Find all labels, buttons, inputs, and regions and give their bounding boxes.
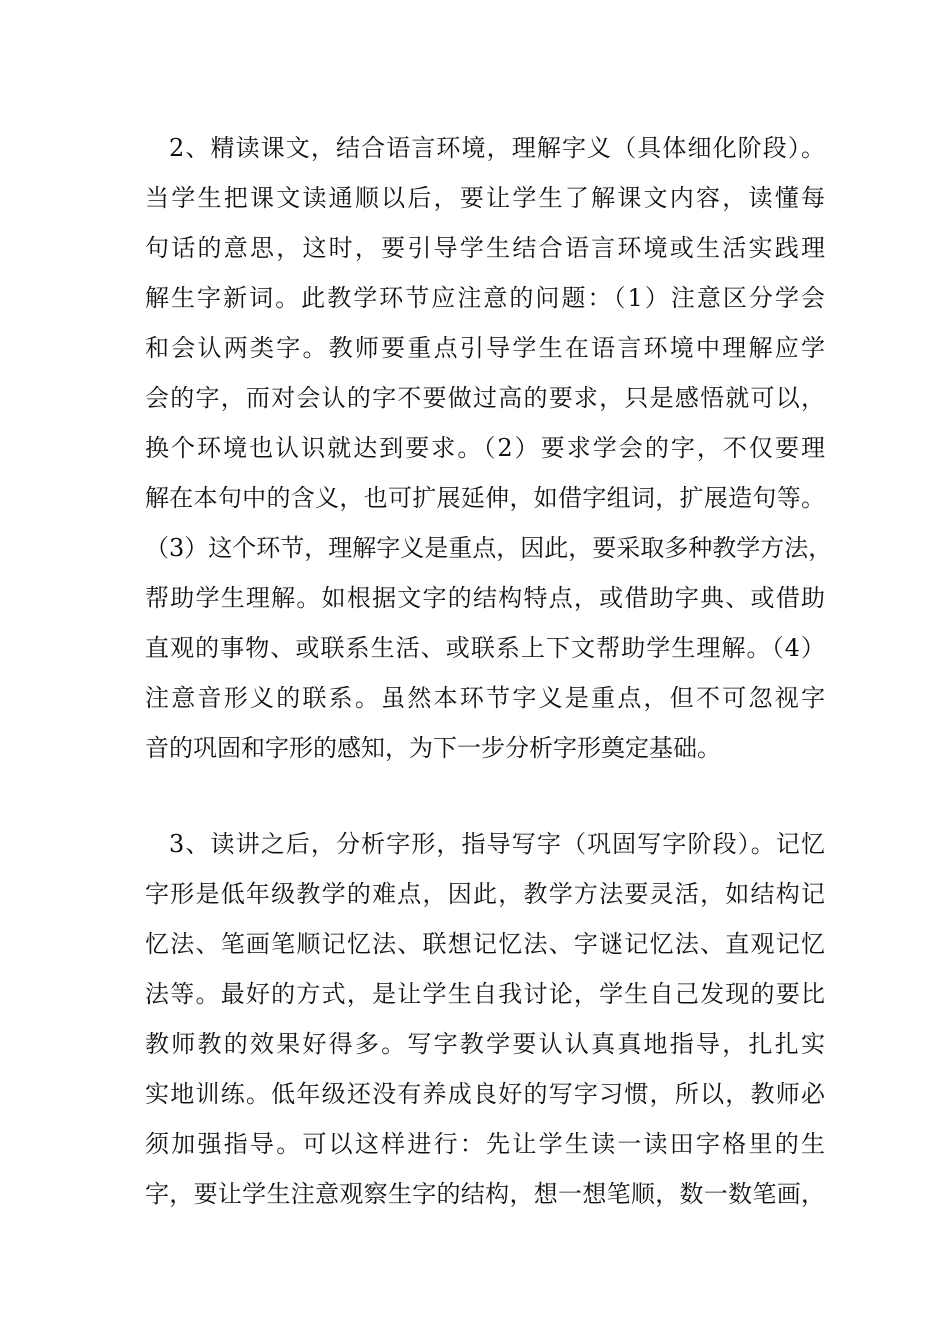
text-line: 和会认两类字。教师要重点引导学生在语言环境中理解应学 (145, 334, 825, 362)
text-line: 实地训练。低年级还没有养成良好的写字习惯，所以，教师必 (145, 1080, 825, 1108)
text-line: 解生字新词。此教学环节应注意的问题：（1）注意区分学会 (145, 284, 825, 312)
text-line: 直观的事物、或联系生活、或联系上下文帮助学生理解。（4） (145, 634, 825, 662)
text-line: 帮助学生理解。如根据文字的结构特点，或借助字典、或借助 (145, 584, 825, 612)
text-line: 2、精读课文，结合语言环境，理解字义（具体细化阶段）。 (169, 134, 825, 162)
paragraph-reading-comprehension (145, 123, 833, 773)
text-line: 句话的意思，这时，要引导学生结合语言环境或生活实践理 (145, 234, 825, 262)
text-line: 解在本句中的含义，也可扩展延伸，如借字组词，扩展造句等。 (145, 484, 825, 512)
paragraph-glyph-analysis (145, 819, 825, 1219)
text-line: 会的字，而对会认的字不要做过高的要求，只是感悟就可以， (145, 384, 825, 412)
text-line: 字，要让学生注意观察生字的结构，想一想笔顺，数一数笔画， (145, 1180, 825, 1208)
text-line: 教师教的效果好得多。写字教学要认认真真地指导，扎扎实 (145, 1030, 825, 1058)
text-line: 忆法、笔画笔顺记忆法、联想记忆法、字谜记忆法、直观记忆 (145, 930, 825, 958)
text-line: 字形是低年级教学的难点，因此，教学方法要灵活，如结构记 (145, 880, 825, 908)
text-line: 法等。最好的方式，是让学生自我讨论，学生自己发现的要比 (145, 980, 825, 1008)
text-line: 换个环境也认识就达到要求。（2）要求学会的字，不仅要理 (145, 434, 825, 462)
text-line: （3）这个环节，理解字义是重点，因此，要采取多种教学方法， (145, 534, 833, 562)
text-line: 须加强指导。可以这样进行：先让学生读一读田字格里的生 (145, 1130, 825, 1158)
text-line: 注意音形义的联系。虽然本环节字义是重点，但不可忽视字 (145, 684, 825, 712)
text-line: 3、读讲之后，分析字形，指导写字（巩固写字阶段）。记忆 (169, 830, 825, 858)
text-line: 当学生把课文读通顺以后，要让学生了解课文内容，读懂每 (145, 184, 825, 212)
text-line: 音的巩固和字形的感知，为下一步分析字形奠定基础。 (145, 734, 721, 762)
